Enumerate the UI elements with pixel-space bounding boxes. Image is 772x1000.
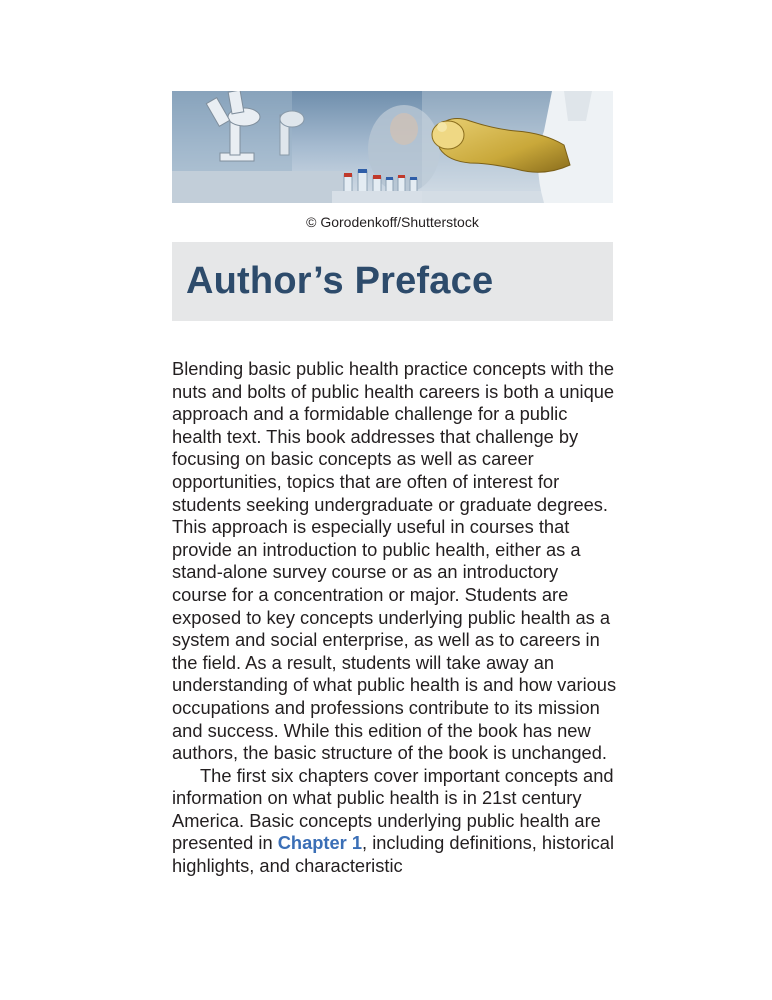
paragraph-2 [172, 765, 617, 878]
lab-scene-illustration [172, 91, 613, 203]
paragraph-1: Blending basic public health practice concepts with the nuts and bolts of public health careers is both a unique approach and a formidable challenge for a public health text. This book addresses that challenge by focusing on basic concepts as well as career opportunities, topics that are often of interest for students seeking undergraduate or graduate degrees. This approach is especially useful in courses that provide an introduction to public health, either as a stand-alone survey course or as an introductory course for a concentration or major. Students are exposed to key concepts underlying public health as a system and social enterprise, as well as to careers in the field. As a result, students will take away an understanding of what public health is and how various occupations and professions contribute to its mission and success. While this edition of the book has new authors, the basic structure of the book is unchanged. [172, 358, 617, 764]
paragraph-2-text-after: , including definitions, historical highlights, and characteristic [172, 832, 615, 877]
preface-body [172, 358, 617, 878]
title-banner [172, 242, 613, 321]
page-title: Author’s Preface [186, 260, 494, 302]
hero-photo-lab [172, 91, 613, 203]
photo-credit: © Gorodenkoff/Shutterstock [306, 214, 479, 230]
paragraph-2-text-before: The first six chapters cover important concepts and information on what public health is in 21st century America. Basic concepts underlying public health are presented in [172, 764, 614, 854]
chapter-1-link[interactable]: Chapter 1 [277, 832, 363, 854]
